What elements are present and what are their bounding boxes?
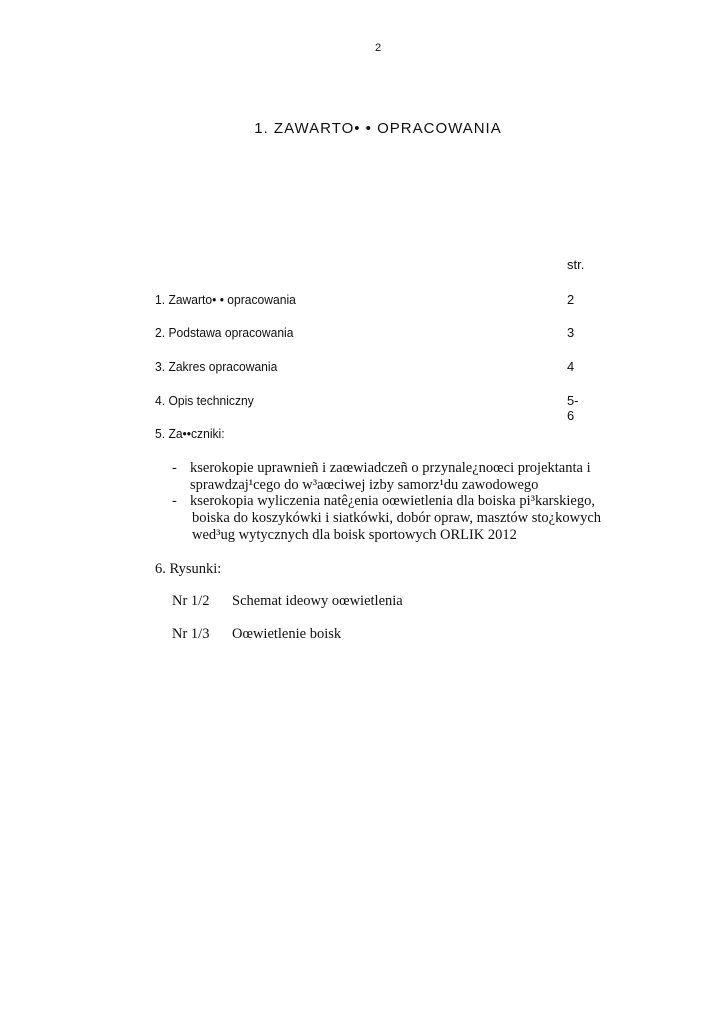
toc-item: [155, 426, 555, 441]
list-item-line: kserokopie uprawnieñ i zaœwiadczeñ o przynale¿noœci projektanta i: [190, 460, 591, 476]
list-marker: -: [172, 460, 177, 476]
toc-item: [155, 393, 579, 423]
drawing-number: Nr 1/3: [172, 626, 210, 642]
drawing-item: [172, 626, 341, 643]
drawings-title: 6. Rysunki:: [155, 561, 222, 577]
toc-item-page: 4: [566, 359, 575, 374]
toc-item-label: 5. Za••czniki:: [155, 426, 225, 441]
toc-item: [155, 359, 575, 374]
toc-item-label: 3. Zakres opracowania: [155, 359, 278, 374]
drawing-number: Nr 1/2: [172, 593, 210, 609]
toc-item-label: 1. Zawarto• • opracowania: [155, 292, 296, 307]
toc-item-label: 2. Podstawa opracowania: [155, 325, 294, 340]
list-item-line: kserokopia wyliczenia natê¿enia oœwietlenia dla boiska pi³karskiego,: [190, 493, 595, 509]
toc-item-page: 5-6: [566, 393, 579, 423]
list-item-text: [190, 460, 630, 494]
list-marker: -: [172, 493, 177, 509]
page-title: 1. ZAWARTO• • OPRACOWANIA: [254, 120, 502, 137]
page-number: 2: [374, 42, 382, 54]
toc-item: [155, 292, 575, 307]
drawing-item: [172, 593, 403, 610]
toc-item: [155, 325, 575, 340]
toc-page-column-label: str.: [567, 257, 585, 272]
list-item-line: wed³ug wytycznych dla boisk sportowych ORLIK 2012: [192, 527, 517, 543]
list-item-line: sprawdzaj¹cego do w³aœciwej izby samorz¹du zawodowego: [190, 477, 539, 493]
list-item-text: [190, 493, 630, 544]
toc-item-label: 4. Opis techniczny: [155, 393, 254, 408]
toc-item-page: 3: [566, 325, 575, 340]
list-item-line: boiska do koszykówki i siatkówki, dobór opraw, masztów sto¿kowych: [192, 510, 602, 526]
drawing-title: Schemat ideowy oœwietlenia: [232, 593, 403, 609]
toc-item-page: 2: [566, 292, 575, 307]
drawing-title: Oœwietlenie boisk: [232, 626, 342, 642]
